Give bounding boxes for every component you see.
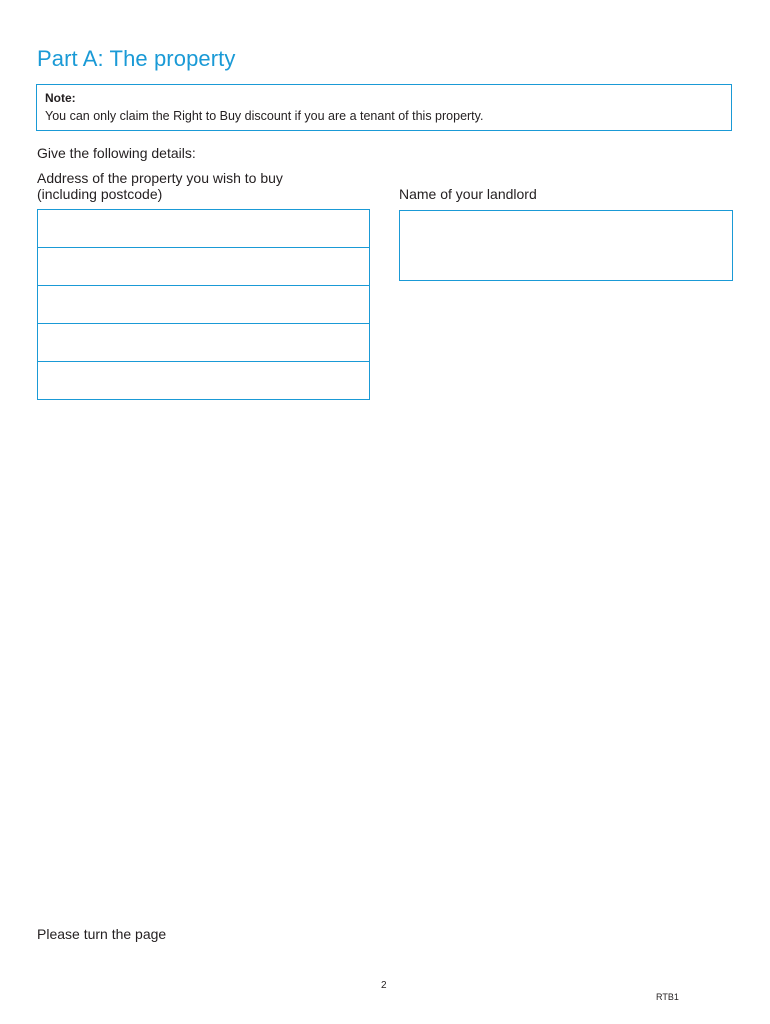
address-fields — [37, 209, 370, 400]
address-line-3-input[interactable] — [38, 286, 369, 324]
landlord-label: Name of your landlord — [399, 186, 537, 202]
instruction-text: Give the following details: — [37, 145, 196, 161]
note-text: You can only claim the Right to Buy discount if you are a tenant of this property. — [45, 109, 484, 123]
turn-page-text: Please turn the page — [37, 926, 167, 942]
note-box — [36, 84, 732, 131]
address-label-line1: Address of the property you wish to buy — [37, 170, 283, 186]
address-line-4-input[interactable] — [38, 324, 369, 362]
address-line-5-input[interactable] — [38, 362, 369, 399]
page-number: 2 — [381, 980, 387, 991]
note-title: Note: — [45, 91, 76, 105]
address-label-line2: (including postcode) — [37, 186, 163, 202]
landlord-name-input[interactable] — [399, 210, 733, 281]
address-line-1-input[interactable] — [38, 210, 369, 248]
form-code: RTB1 — [656, 992, 679, 1002]
address-label — [37, 170, 283, 202]
address-line-2-input[interactable] — [38, 248, 369, 286]
section-title: Part A: The property — [37, 46, 236, 71]
